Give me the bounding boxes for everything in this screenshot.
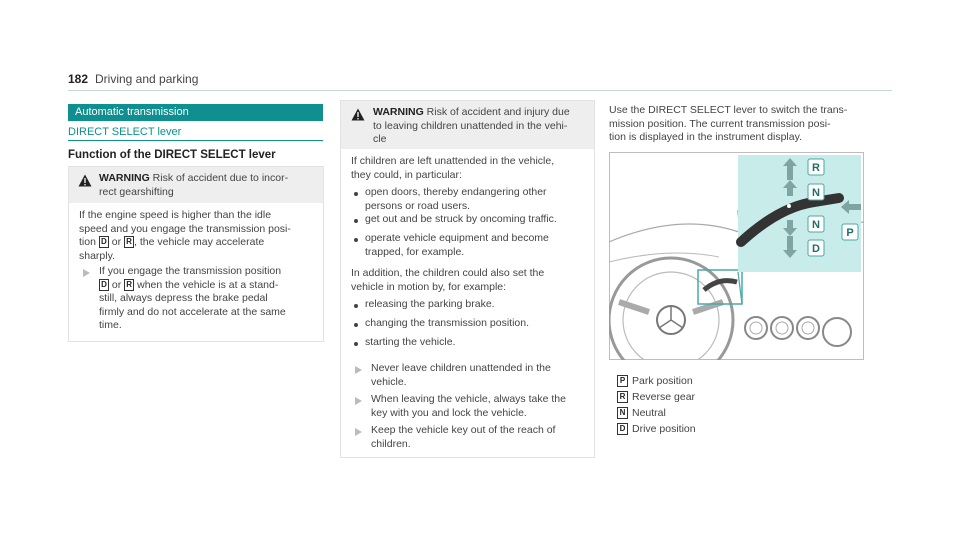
reverse-key-icon: R: [124, 279, 134, 291]
intro-paragraph: Use the DIRECT SELECT lever to switch the trans- mission position. The current transmission posi- tion is displayed in the instrument display.: [609, 104, 848, 143]
gear-label-n: N: [812, 219, 820, 231]
gear-label-n: N: [812, 187, 820, 199]
reverse-key-icon: R: [124, 236, 134, 248]
park-key-icon: P: [617, 375, 628, 387]
direct-select-lever-diagram: [609, 152, 864, 360]
list-item: changing the transmission position.: [365, 317, 530, 329]
bullet-icon: [354, 219, 358, 223]
warning-body: If the engine speed is higher than the idle speed and you engage the transmission posi- tion D or R , the vehicle may accelerate sharply.: [79, 209, 291, 262]
bullet-icon: [354, 192, 358, 196]
lever-zoom-panel: [738, 155, 861, 272]
step-arrow-icon: [355, 366, 362, 374]
page-number: 182: [68, 72, 89, 86]
warning-box-children: [340, 100, 595, 458]
warning-triangle-icon: [351, 108, 365, 121]
legend-label: Drive position: [632, 423, 696, 435]
gear-label-p: P: [846, 227, 854, 239]
list-item: open doors, thereby endangering other persons or road users.: [365, 186, 547, 212]
section-title: Automatic transmission: [75, 106, 189, 118]
header-divider: [68, 90, 892, 91]
function-heading: Function of the DIRECT SELECT lever: [68, 149, 276, 161]
warning-title: WARNING Risk of accident due to incor- rect gearshifting: [99, 172, 289, 198]
step-item: Keep the vehicle key out of the reach of children.: [371, 424, 556, 450]
step-arrow-icon: [83, 269, 90, 277]
bullet-icon: [354, 323, 358, 327]
step-arrow-icon: [355, 428, 362, 436]
warning-title: WARNING Risk of accident and injury due to leaving children unattended in the vehi- cle: [373, 106, 570, 145]
warning-box-gearshifting: [68, 166, 324, 342]
list-item: operate vehicle equipment and become trapped, for example.: [365, 232, 549, 258]
step-item: When leaving the vehicle, always take the key with you and lock the vehicle.: [371, 393, 566, 419]
warning-triangle-icon: [78, 174, 92, 187]
drive-key-icon: D: [617, 423, 628, 435]
warning-step: If you engage the transmission position D or R when the vehicle is at a stand- still, always depress the brake pedal firmly and do not accelerate at the same time.: [99, 265, 286, 331]
running-header: Driving and parking: [95, 72, 199, 86]
step-item: Never leave children unattended in the vehicle.: [371, 362, 551, 388]
gear-label-r: R: [812, 162, 820, 174]
section-title-bar: [68, 104, 323, 121]
step-arrow-icon: [355, 397, 362, 405]
drive-key-icon: D: [99, 279, 109, 291]
reverse-key-icon: R: [617, 391, 628, 403]
bullet-icon: [354, 342, 358, 346]
list-item: releasing the parking brake.: [365, 298, 495, 310]
warning-intro-2: In addition, the children could also set the vehicle in motion by, for example:: [351, 267, 545, 293]
bullet-icon: [354, 304, 358, 308]
legend-label: Park position: [632, 375, 693, 387]
list-item: starting the vehicle.: [365, 336, 456, 348]
legend-label: Reverse gear: [632, 391, 696, 403]
list-item: get out and be struck by oncoming traffic.: [365, 213, 557, 225]
subsection-title: DIRECT SELECT lever: [68, 126, 182, 138]
subsection-divider: [68, 140, 323, 141]
drive-key-icon: D: [99, 236, 109, 248]
bullet-icon: [354, 238, 358, 242]
legend-label: Neutral: [632, 407, 666, 419]
gear-label-d: D: [812, 243, 820, 255]
warning-intro: If children are left unattended in the vehicle, they could, in particular:: [351, 155, 555, 181]
neutral-key-icon: N: [617, 407, 628, 419]
